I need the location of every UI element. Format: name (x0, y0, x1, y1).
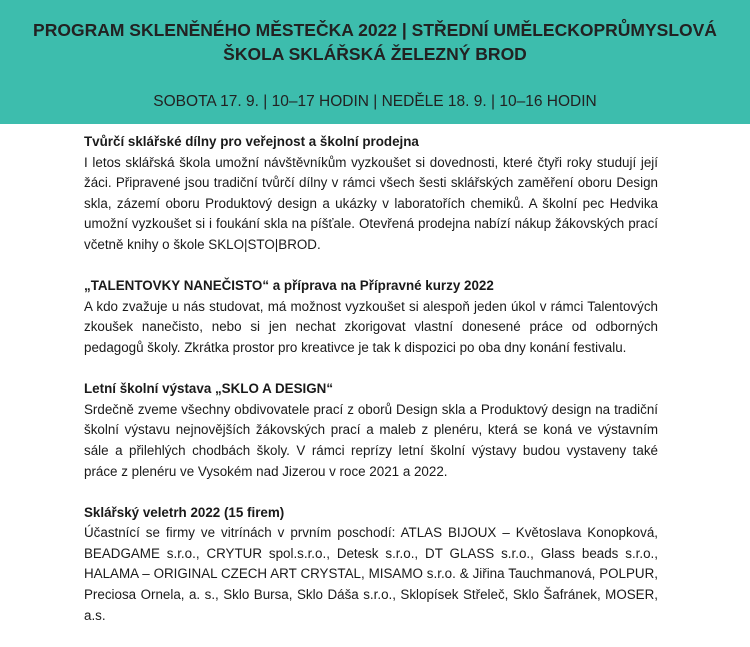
section-glass-fair (84, 503, 658, 627)
section-body: Účastnící se firmy ve vitrínách v prvním poschodí: ATLAS BIJOUX – Květoslava Konopková, BEADGAME s.r.o., CRYTUR spol.s.r.o., Detesk s.r.o., DT GLASS s.r.o., Glass beads s.r.o., HALAMA – ORIGINAL CZECH ART CRYSTAL, MISAMO s.r.o. & Jiřina Tauchmanová, POLPUR, Preciosa Ornela, a. s., Sklo Bursa, Sklo Dáša s.r.o., Sklopísek Střeleč, Sklo Šafránek, MOSER, a.s. (84, 525, 658, 623)
section-workshops (84, 132, 658, 256)
section-heading: „TALENTOVKY NANEČISTO“ a příprava na Přípravné kurzy 2022 (84, 278, 494, 294)
header-banner (0, 0, 750, 124)
section-body: A kdo zvažuje u nás studovat, má možnost vyzkoušet si alespoň jeden úkol v rámci Talentových zkoušek nanečisto, nebo si jen nechat zkorigovat vlastní donesené práce od odborných pedagogů školy. Zkrátka prostor pro kreativce je tak k dispozici po oba dny konání festivalu. (84, 298, 658, 355)
section-talentovky (84, 276, 658, 358)
section-body: Srdečně zveme všechny obdivovatele prací z oborů Design skla a Produktový design na tradiční školní výstavu nejnovějších žákovských prací a maleb z plenéru, která se koná ve výstavním sále a přilehlých chodbách školy. V rámci reprízy letní školní výstavy budou vystaveny také práce z plenéru ve Vysokém nad Jizerou v roce 2021 a 2022. (84, 401, 658, 479)
section-heading: Tvůrčí sklářské dílny pro veřejnost a školní prodejna (84, 134, 419, 149)
section-heading: Letní školní výstava „SKLO A DESIGN“ (84, 381, 334, 397)
program-content (84, 132, 658, 647)
event-schedule: SOBOTA 17. 9. | 10–17 HODIN | NEDĚLE 18. 9. | 10–16 HODIN (153, 93, 597, 110)
section-body: I letos sklářská škola umožní návštěvníkům vyzkoušet si dovednosti, které čtyři roky studují její žáci. Připravené jsou tradiční tvůrčí dílny v rámci všech šesti sklářských zaměření oboru Design skla, zázemí oboru Produktový design a ukázky v laboratořích chemiků. A školní pec Hedvika umožní vyzkoušet si i foukání skla na píšťale. Otevřená prodejna nabízí nákup žákovských prací včetně knihy o škole SKLO|STO|BROD. (84, 154, 658, 252)
page-title: PROGRAM SKLENĚNÉHO MĚSTEČKA 2022 | STŘEDNÍ UMĚLECKOPRŮMYSLOVÁ ŠKOLA SKLÁŘSKÁ ŽELEZNÝ BROD (33, 20, 717, 64)
section-heading: Sklářský veletrh 2022 (15 firem) (84, 504, 285, 520)
section-exhibition (84, 379, 658, 482)
